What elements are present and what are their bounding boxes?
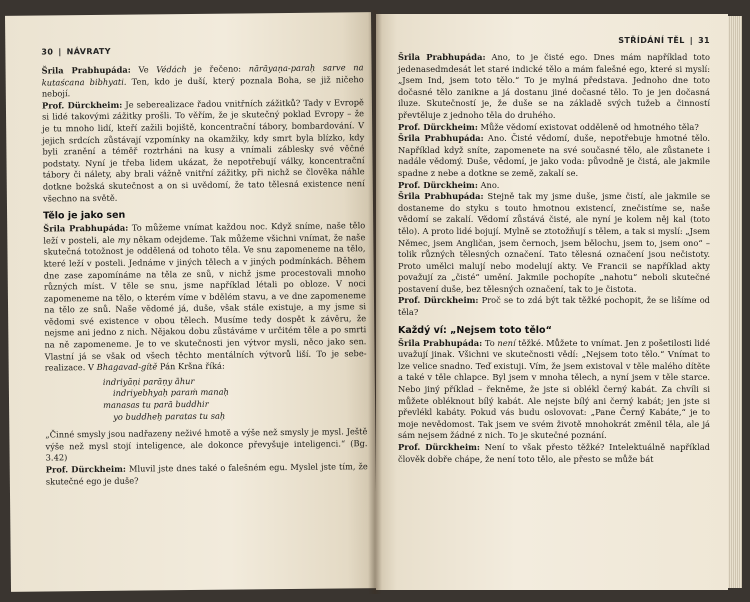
paragraph-text: To (482, 337, 498, 348)
paragraph-text: To můžeme vnímat každou noc. Když sníme, naše tělo leží v posteli, ale (43, 220, 366, 246)
verse-line: indriyebhyaḥ paraṁ manaḥ (112, 387, 229, 399)
page-edges (728, 16, 742, 588)
paragraph (398, 442, 710, 465)
paragraph (398, 180, 710, 192)
speaker-label: Prof. Dürckheim: (398, 295, 479, 306)
right-page-number: 31 (698, 36, 710, 45)
right-running-head (398, 34, 710, 48)
speaker-label: Šrila Prabhupáda: (41, 64, 131, 76)
right-page-text (398, 52, 710, 465)
paragraph-text: Mluvil jste dnes také o falešném egu. Myslel jste tím, že skutečné ego je duše? (45, 461, 368, 487)
speaker-label: Šrila Prabhupáda: (398, 191, 484, 202)
left-running-head (41, 42, 363, 59)
left-page (5, 12, 377, 592)
header-separator: | (689, 36, 694, 45)
speaker-label: Šrila Prabhupáda: (43, 222, 129, 234)
paragraph (45, 426, 367, 464)
section-heading: Tělo je jako sen (43, 209, 126, 222)
paragraph (398, 133, 710, 179)
paragraph (398, 295, 710, 318)
paragraph (398, 191, 710, 295)
paragraph (398, 52, 710, 122)
paragraph-text: Je seberealizace řadou vnitřních zážitků? Tady v Evropě si lidé takovými zážitky prošli. To věřím, že je skutečný poklad Evropy – že je tu mnoho lidí, kteří zažili bojiště, koncentrační tábory, bombardování. V jejich srdcích zůstávají vzpomínky na okamžiky, kdy smrt byla blízko, kdy byli zranění a téměř roztrháni na kusy a vnímali záblesky své věčné podstaty. Nyní je třeba lidem ukázat, že nepotřebují války, koncentrační tábory či nálety, aby brali vážně vnitřní zážitky, při nichž se člověka náhle dotkne božská skutečnost a on si uvědomí, že tato tělesná existence není všechno na světě. (42, 96, 365, 204)
paragraph (398, 338, 710, 442)
right-chapter-title: STŘÍDÁNÍ TĚL (618, 36, 685, 45)
paragraph-text: Ano, to je čisté ego. Dnes mám například toto jedenasedmdesát let staré indické tělo a mám falešné ego, které si myslí: „Jsem Ind, jsem toto tělo.“ To je mylná představa. Jednoho dne toto dočasné tělo zanikne a já dostanu jiné dočasné tělo. To je jen dočasná iluze. Skutečností je, že duše se na základě svých tužeb a činností převtěluje z jednoho těla do druhého. (398, 52, 710, 120)
paragraph-text: Pán Kršna říká: (157, 360, 225, 372)
sanskrit-verse (103, 374, 367, 423)
paragraph (43, 220, 367, 374)
verse-line: indriyāṇi parāṇy āhur (102, 375, 195, 387)
emphasis-text: Védách (156, 64, 187, 75)
speaker-label: Šrila Prabhupáda: (398, 133, 484, 144)
paragraph-text: těžké. Můžete to vnímat. Jen z pošetilosti lidé uvažují jinak. Všichni ve skutečnosti vědí: „Nejsem toto tělo.“ Vnímat to lze velice snadno. Teď existuji. Vím, že jsem existoval v těle malého dítěte a také v těle chlapce. Byl jsem v mnoha tělech, a nyní jsem v těle starce. Nebo jiný příklad – řekněme, že jste si oblékl černý kabát. Za chvíli si můžete obléknout bílý kabát. Ale nejste bílý ani černý kabát; jen jste si převlékl kabáty. Pokud vás budu oslovovat: „Pane Černý Kabáte,“ je to moje nevědomost. Tak jsem ve svém životě mnohokrát změnil těla, ale já sám nejsem žádné z nich. To je skutečné poznání. (398, 337, 710, 441)
speaker-label: Prof. Dürckheim: (398, 442, 480, 452)
left-page-number: 30 (41, 47, 54, 57)
header-separator: | (58, 47, 62, 57)
paragraph-text: Ano. (477, 179, 500, 190)
paragraph (398, 122, 710, 134)
speaker-label: Prof. Dürckheim: (45, 463, 127, 475)
emphasis-text: není (497, 337, 516, 348)
paragraph-text: Ve (130, 64, 157, 75)
left-page-text (42, 62, 368, 488)
speaker-label: Prof. Dürckheim: (41, 99, 123, 111)
right-page (376, 14, 728, 590)
paragraph-text: Není to však přesto těžké? Intelektuálně například člověk dobře chápe, že není toto tělo, ale přesto se může bát (398, 442, 710, 464)
verse-line: manasas tu parā buddhir (103, 398, 209, 410)
paragraph-text: někam odejdeme. Tak můžeme všichni vnímat, že naše skutečná totožnost je oddělená od tohoto těla. Ve snu zapomeneme na tělo, které leží v posteli. Jednáme v jiných tělech a v jiných podmínkách. Během dne zase zapomínáme na těla ze snů, v nichž jsme procestovali mnoho různých míst. V těle se snu, jsme například létali po obloze. V noci zapomeneme na tělo, o kterém víme v bdělém stavu, a ve dne zapomeneme na tělo ze snů. Naše vědomé já, duše, však stále existuje, a my jsme si vědomi své existence v obou tělech. Musíme tedy dospět k závěru, že nejsme ani jedno z nich. Nějakou dobu zůstáváme v určitém těle a po smrti na ně zapomeneme. Je to ve skutečnosti jen výtvor mysli, něco jako sen. Vlastní já se však od všech těchto mentálních výtvorů liší. To je seberealizace. V (43, 231, 367, 373)
left-chapter-title: NÁVRATY (66, 46, 112, 57)
verse-translation: „Činné smysly jsou nadřazeny neživé hmotě a výše než smysly je mysl. Ještě výše než mysl stojí inteligence, ale dokonce převyšuje inteligenci.“ (Bg. 3.42) (45, 426, 368, 463)
paragraph-text: Může vědomí existovat odděleně od hmotného těla? (477, 121, 699, 132)
paragraph (42, 62, 364, 100)
speaker-label: Prof. Dürckheim: (398, 121, 478, 132)
paragraph-text: Stejně tak my jsme duše, jsme čistí, ale jakmile se dostaneme do styku s touto hmotnou existencí, znečistíme se, naše vědomí se zakalí. Vědomí zůstává čisté, ale nyní je kolem něj kal (toto tělo). A proto lidé bojují. Mylně se ztotožňují s tělem, a tak si myslí: „Jsem Němec, jsem Angličan, jsem černoch, jsem bělochu, jsem to, jsem ono“ – tolik různých tělesných označení. Tato tělesná označení jsou nečistoty. Proto umělci malují nebo modelují akty. Ve Francii se například akty považují za „čisté“ umění. Jakmile pochopíte „nahotu“ neboli skutečné postavení duše, bez tělesných označení, tak to je čistota. (398, 191, 710, 294)
paragraph-text: Ano. Čisté vědomí, duše, nepotřebuje hmotné tělo. Například když sníte, zapomenete na své současné tělo, ale zůstanete i nadále vědomý. Duše, vědomí, je jako voda: původně je čistá, ale jakmile spadne z nebe a dotkne se země, zakalí se. (398, 133, 710, 178)
paragraph-text: je řečeno: (186, 63, 249, 75)
verse-line: yo buddheḥ paratas tu saḥ (113, 410, 226, 422)
paragraph (46, 461, 368, 488)
emphasis-text: my (117, 234, 131, 245)
paragraph-text: Ten, kdo je duší, který poznala Boha, se již ničeho nebojí. (41, 73, 364, 99)
paragraph-text: Proč se to zdá být tak těžké pochopit, že se lišíme od těla? (398, 295, 710, 318)
paragraph (42, 97, 365, 205)
sanskrit-quote: nārāyaṇa-paraḥ sarve na kutaścana bibhyati. (41, 62, 364, 88)
speaker-label: Prof. Dürckheim: (398, 179, 478, 190)
book-title: Bhagavad-gítě (96, 361, 158, 373)
speaker-label: Šrila Prabhupáda: (398, 337, 483, 348)
speaker-label: Šrila Prabhupáda: (398, 52, 486, 62)
section-heading: Každý ví: „Nejsem toto tělo“ (398, 324, 552, 336)
